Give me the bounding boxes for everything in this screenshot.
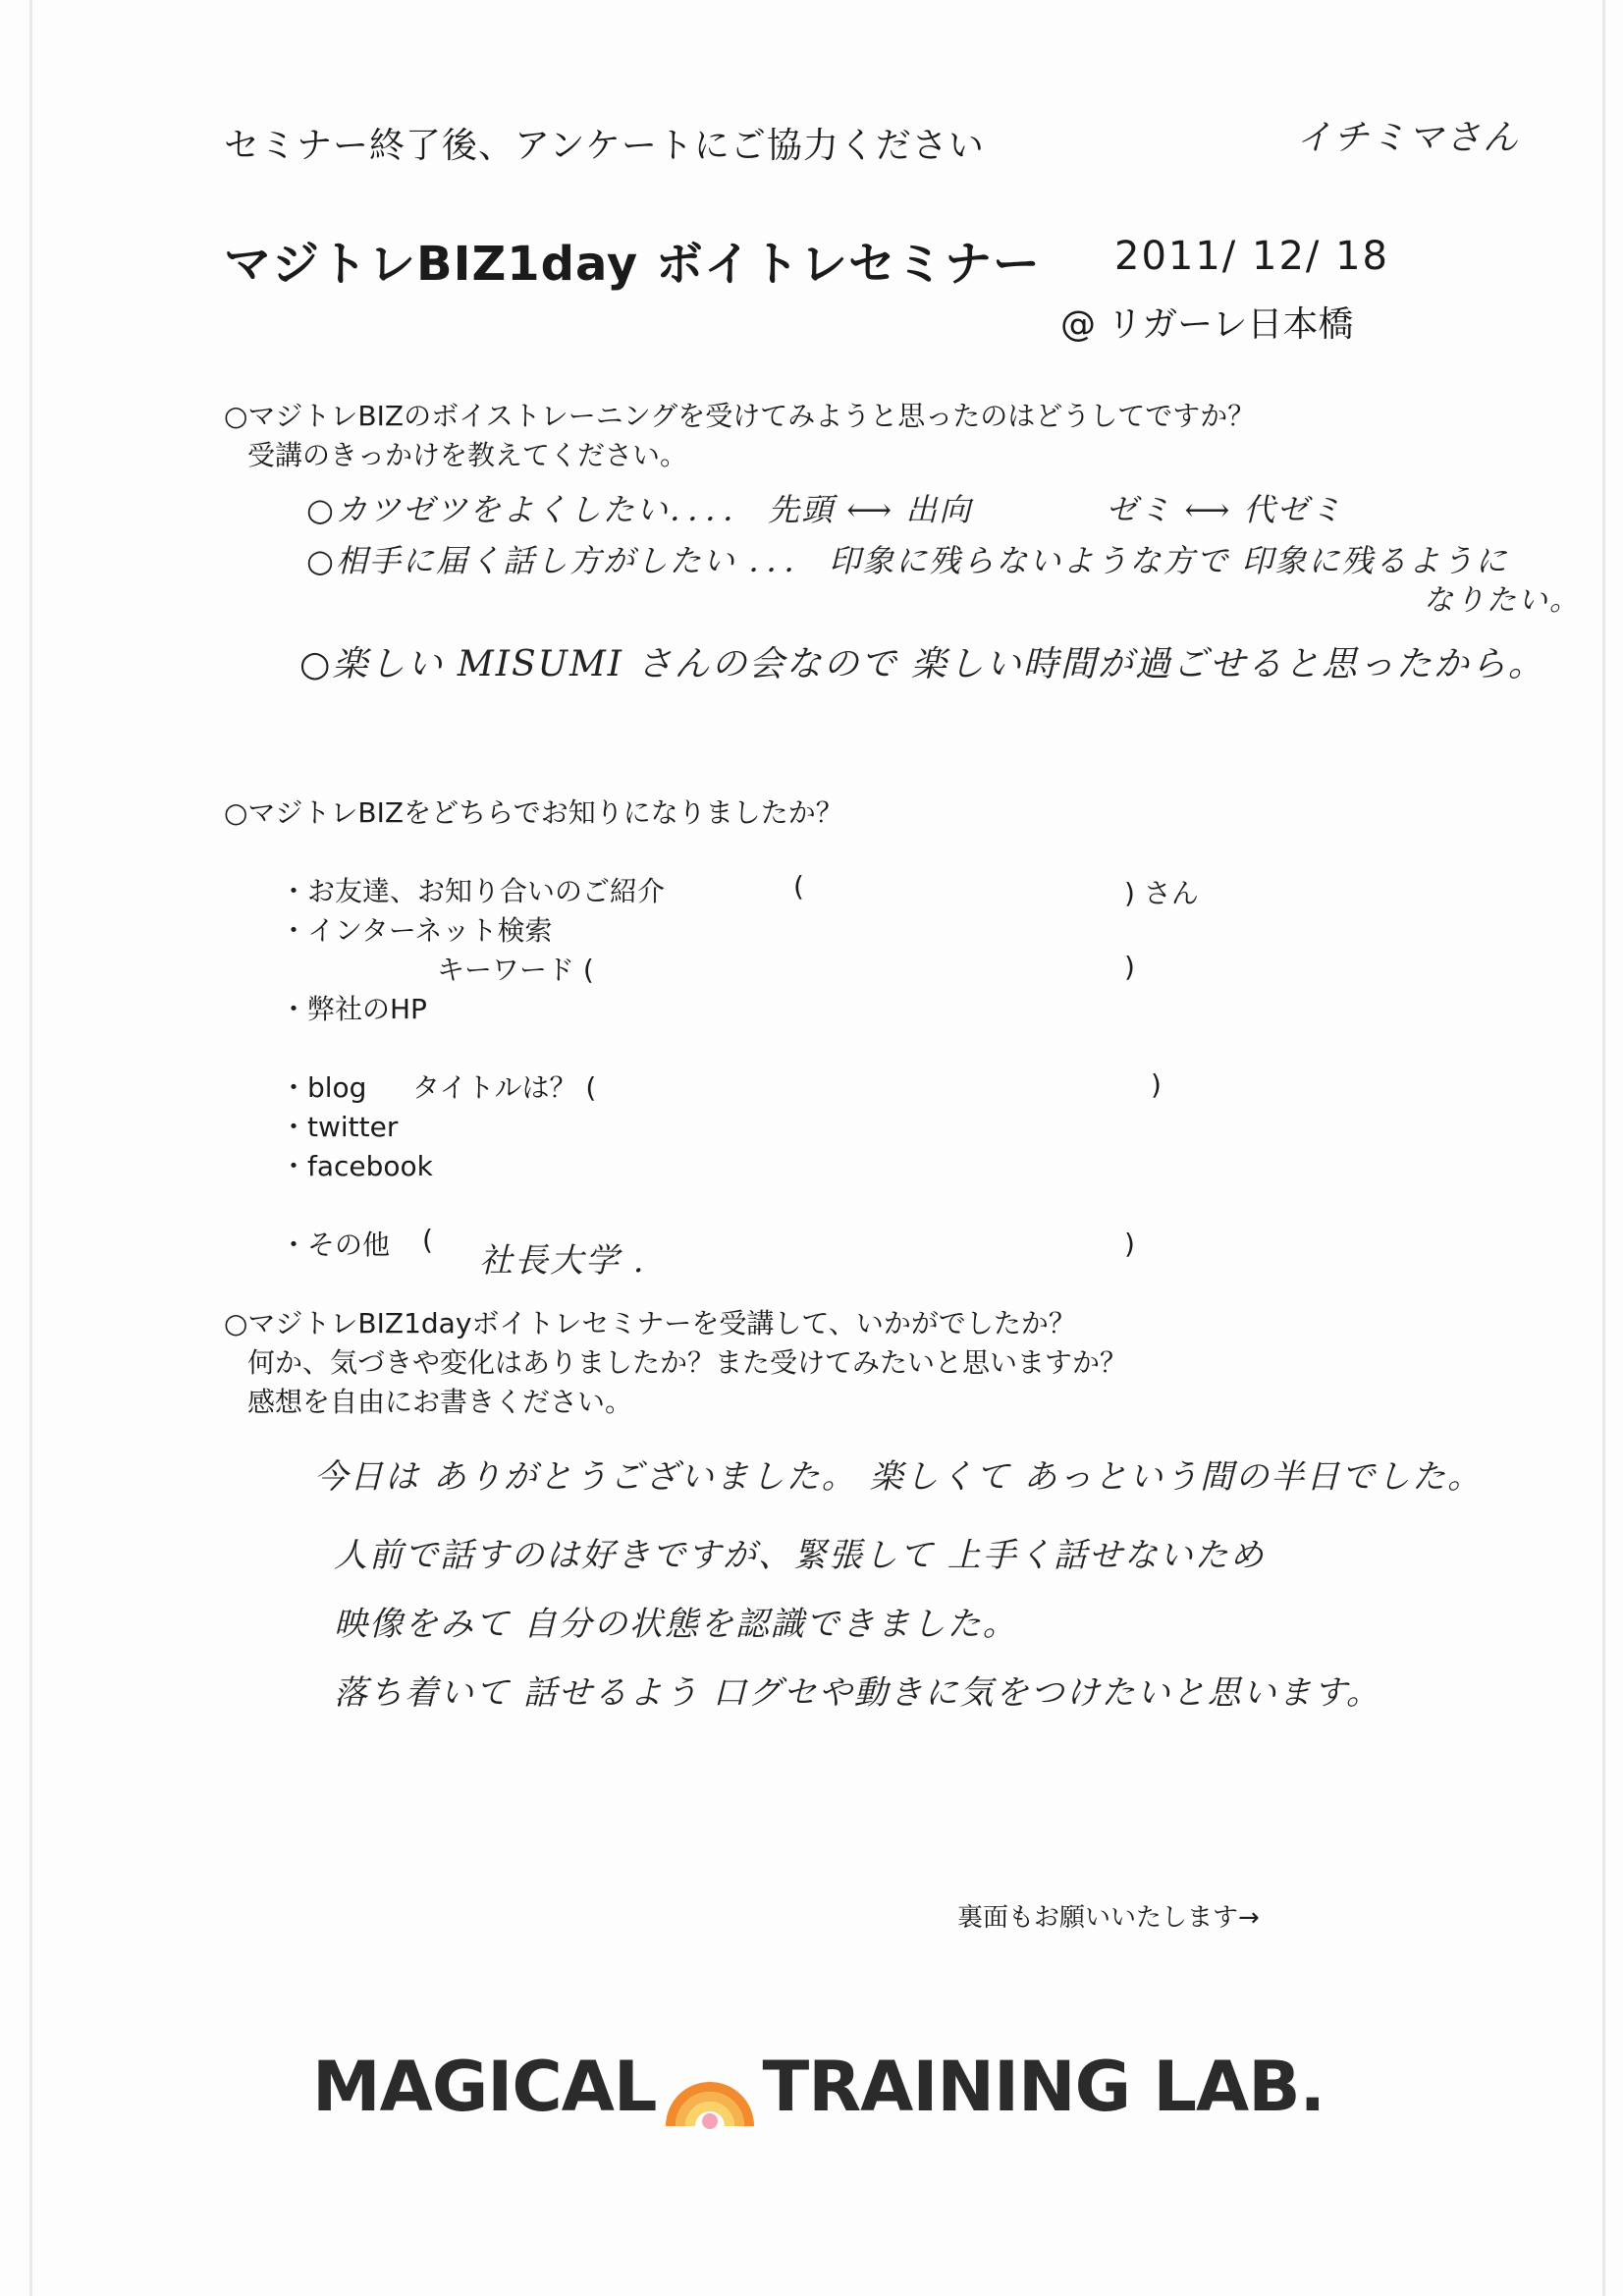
- q3-answer-3: 映像をみて 自分の状態を認識できました。: [334, 1605, 1018, 1644]
- q1-answer-2: ○相手に届く話し方がしたい ．．． 印象に残らないような方で 印象に残るように: [306, 542, 1509, 579]
- logo-text-right: TRAINING LAB.: [762, 2047, 1325, 2127]
- option-blog: ・blog: [280, 1071, 367, 1104]
- seminar-venue: @ リガーレ日本橋: [1060, 304, 1354, 345]
- q3-answer-2: 人前で話すのは好きですが、緊張して 上手く話せないため: [334, 1536, 1266, 1575]
- rainbow-logo-icon: [661, 2043, 759, 2131]
- option-other-answer: 社長大学 .: [479, 1241, 646, 1281]
- q2-question: ○マジトレBIZをどちらでお知りになりましたか？: [224, 796, 843, 829]
- intro-text: セミナー終了後、アンケートにご協力ください: [224, 126, 985, 166]
- company-logo: [312, 2043, 1325, 2131]
- respondent-name: イチミマさん: [1296, 118, 1521, 158]
- q3-answer-1: 今日は ありがとうございました。 楽しくて あっという間の半日でした。: [314, 1457, 1484, 1497]
- scan-edge-right: [1602, 0, 1605, 2296]
- back-side-note: 裏面もお願いいたします→: [957, 1903, 1260, 1933]
- q1-answer-1: ○カツゼツをよくしたい．．．． 先頭 ⟷ 出向 ゼミ ⟷ 代ゼミ: [306, 491, 1344, 528]
- option-internet: ・インターネット検索: [280, 914, 553, 947]
- q1-question: ○マジトレBIZのボイストレーニングを受けてみようと思ったのはどうしてですか？: [224, 400, 1256, 432]
- q3-question-sub-2: 感想を自由にお書きください。: [247, 1386, 633, 1418]
- option-keyword: キーワード (: [437, 954, 594, 986]
- option-friend: ・お友達、お知り合いのご紹介: [280, 875, 666, 907]
- option-other-close: ): [1124, 1228, 1135, 1260]
- q1-answer-2-cont: なりたい。: [1424, 583, 1581, 618]
- q3-question: ○マジトレBIZ1dayボイトレセミナーを受講して、いかがでしたか？: [224, 1307, 1076, 1339]
- option-blog-close: ): [1151, 1068, 1162, 1101]
- option-friend-open: (: [793, 870, 804, 902]
- option-other: ・その他: [280, 1229, 391, 1261]
- option-facebook: ・facebook: [280, 1150, 433, 1182]
- q1-question-sub: 受講のきっかけを教えてください。: [247, 439, 688, 471]
- option-friend-close: ) さん: [1124, 877, 1199, 909]
- logo-text-left: MAGICAL: [312, 2047, 657, 2127]
- scan-edge-left: [29, 0, 32, 2296]
- seminar-title: マジトレBIZ1day ボイトレセミナー: [224, 237, 1041, 292]
- option-other-open: (: [422, 1224, 433, 1256]
- q3-question-sub-1: 何か、気づきや変化はありましたか？また受けてみたいと思いますか？: [247, 1346, 1128, 1379]
- option-keyword-close: ): [1124, 951, 1135, 983]
- q3-answer-4: 落ち着いて 話せるよう 口グセや動きに気をつけたいと思います。: [334, 1673, 1381, 1713]
- q1-answer-3: ○楽しい MISUMI さんの会なので 楽しい時間が過ごせると思ったから。: [299, 644, 1545, 684]
- option-hp: ・弊社のHP: [280, 993, 427, 1025]
- option-twitter: ・twitter: [280, 1111, 399, 1143]
- seminar-date: 2011/ 12/ 18: [1114, 234, 1389, 279]
- option-blog-title: タイトルは？ (: [412, 1071, 597, 1104]
